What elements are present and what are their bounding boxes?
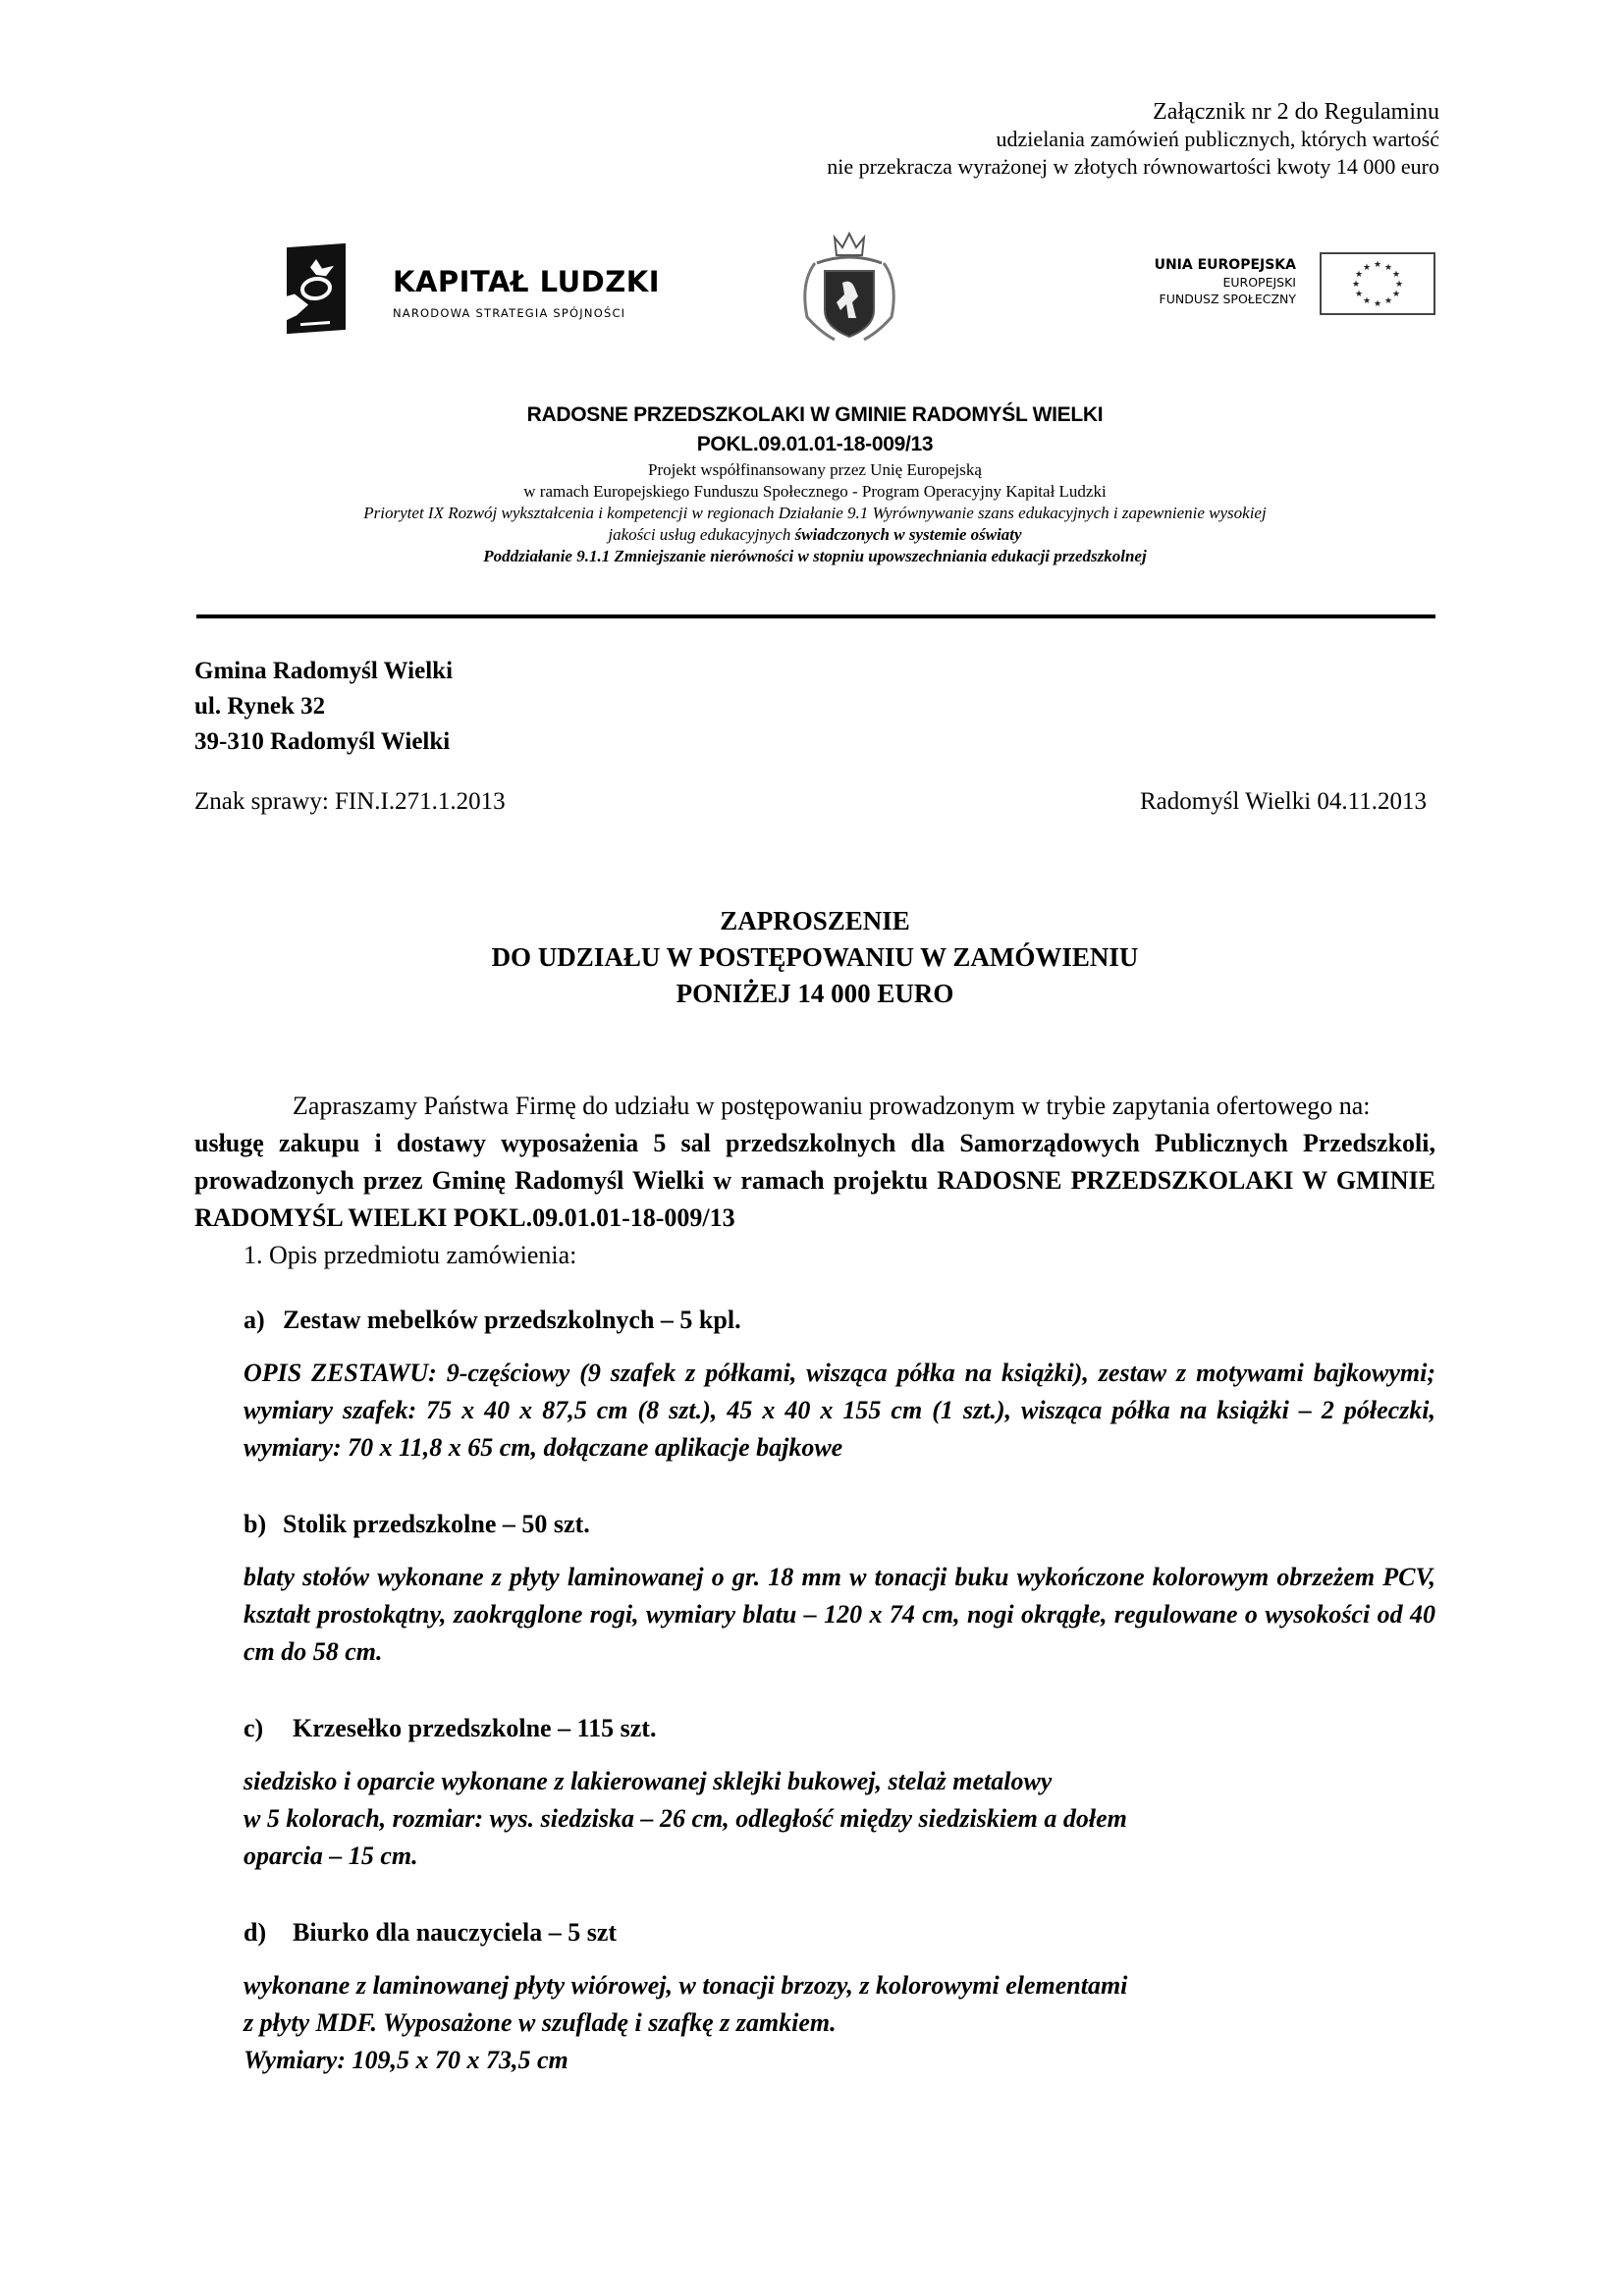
- case-reference: Znak sprawy: FIN.I.271.1.2013: [194, 788, 506, 815]
- priority-cont-bold: świadczonych w systemie oświaty: [794, 525, 1022, 544]
- item-d-desc-line: Wymiary: 109,5 x 70 x 73,5 cm: [243, 2046, 568, 2074]
- item-a-heading: [194, 1302, 1435, 1339]
- item-a-title: Zestaw mebelków przedszkolnych – 5 kpl.: [283, 1306, 741, 1334]
- svg-text:★: ★: [1354, 290, 1364, 299]
- svg-text:★: ★: [1362, 296, 1372, 306]
- kapital-ludzki-logo: [287, 236, 679, 334]
- attachment-note: [827, 98, 1439, 181]
- project-program: w ramach Europejskiego Funduszu Społecznego - Program Operacyjny Kapitał Ludzki: [523, 482, 1107, 501]
- svg-text:★: ★: [1391, 290, 1401, 299]
- eu-line-2: EUROPEJSKI: [1222, 275, 1296, 290]
- item-b-heading: [194, 1506, 1435, 1543]
- item-d-heading: [194, 1914, 1435, 1951]
- project-subaction: Poddziałanie 9.1.1 Zmniejszanie nierówności w stopniu upowszechniania edukacji przedszkolnej: [483, 547, 1147, 565]
- attachment-line-3: nie przekracza wyrażonej w złotych równowartości kwoty 14 000 euro: [827, 154, 1439, 179]
- project-header: [177, 400, 1453, 567]
- sender-city: 39-310 Radomyśl Wielki: [194, 728, 451, 755]
- sender-name: Gmina Radomyśl Wielki: [194, 658, 454, 684]
- title-line-1: ZAPROSZENIE: [720, 906, 910, 935]
- svg-text:★: ★: [1391, 270, 1401, 280]
- document-title: [177, 903, 1453, 1012]
- svg-text:★: ★: [1383, 263, 1393, 273]
- kapital-ludzki-title: KAPITAŁ LUDZKI: [393, 265, 661, 298]
- item-c-desc-line: w 5 kolorach, rozmiar: wys. siedziska – 26 cm, odległość między siedziskiem a dołem: [243, 1804, 1127, 1833]
- item-b-label: b): [243, 1510, 267, 1538]
- item-b-title: Stolik przedszkolne – 50 szt.: [283, 1510, 590, 1538]
- kapital-ludzki-emblem-icon: [287, 243, 346, 334]
- svg-text:★: ★: [1394, 280, 1404, 290]
- svg-text:★: ★: [1373, 299, 1382, 309]
- item-d-title: Biurko dla nauczyciela – 5 szt: [293, 1918, 618, 1947]
- svg-text:★: ★: [1354, 270, 1364, 280]
- svg-text:★: ★: [1383, 296, 1393, 306]
- svg-text:★: ★: [1362, 263, 1372, 273]
- header-divider: [196, 614, 1435, 618]
- item-a-desc: OPIS ZESTAWU: 9-częściowy (9 szafek z półkami, wisząca półka na książki), zestaw z motywami bajkowymi; wymiary szafek: 75 x 40 x 87,5 cm (8 szt.), 45 x 40 x 155 cm (1 szt.), wisząca półka na książki – 2 półeczki, wymiary: 70 x 11,8 x 65 cm, dołączane aplikacje bajkowe: [243, 1359, 1435, 1462]
- eu-efs-text: [1060, 257, 1296, 307]
- item-c-title: Krzesełko przedszkolne – 115 szt.: [293, 1714, 657, 1742]
- svg-text:★: ★: [1351, 280, 1361, 290]
- eu-flag-icon: [1320, 252, 1435, 315]
- document-body: [194, 1088, 1435, 2079]
- item-d-desc-line: wykonane z laminowanej płyty wiórowej, w tonacji brzozy, z kolorowymi elementami: [243, 1971, 1128, 2000]
- attachment-line-1: Załącznik nr 2 do Regulaminu: [1153, 99, 1439, 125]
- project-priority-cont: [177, 524, 1453, 546]
- coat-of-arms-icon: [795, 224, 903, 347]
- project-code: POKL.09.01.01-18-009/13: [696, 433, 934, 455]
- title-line-3: PONIŻEJ 14 000 EURO: [676, 979, 954, 1008]
- sender-street: ul. Rynek 32: [194, 693, 326, 720]
- item-d-label: d): [243, 1918, 267, 1947]
- kapital-ludzki-subtitle: NARODOWA STRATEGIA SPÓJNOŚCI: [393, 306, 626, 320]
- item-b-desc: blaty stołów wykonane z płyty laminowanej o gr. 18 mm w tonacji buku wykończone kolorowym obrzeżem PCV, kształt prostokątny, zaokrąglone rogi, wymiary blatu – 120 x 74 cm, nogi okrągłe, regulowane o wysokości od 40 cm do 58 cm.: [243, 1563, 1435, 1666]
- eu-line-3: FUNDUSZ SPOŁECZNY: [1159, 292, 1296, 306]
- priority-cont-plain: jakości usług edukacyjnych: [608, 525, 795, 544]
- svg-text:★: ★: [1373, 260, 1382, 270]
- item-c-desc-line: siedzisko i oparcie wykonane z lakierowanej sklejki bukowej, stelaż metalowy: [243, 1767, 1053, 1795]
- title-line-2: DO UDZIAŁU W POSTĘPOWANIU W ZAMÓWIENIU: [491, 942, 1139, 972]
- section-1-heading: 1. Opis przedmiotu zamówienia:: [243, 1241, 577, 1269]
- project-cofinanced: Projekt współfinansowany przez Unię Europejską: [648, 460, 982, 479]
- project-name: RADOSNE PRZEDSZKOLAKI W GMINIE RADOMYŚL WIELKI: [526, 403, 1104, 426]
- item-c-desc-line: oparcia – 15 cm.: [243, 1842, 418, 1870]
- item-a-label: a): [243, 1306, 265, 1334]
- item-d-desc-line: z płyty MDF. Wyposażone w szufladę i szafkę z zamkiem.: [243, 2008, 837, 2037]
- attachment-line-2: udzielania zamówień publicznych, których wartość: [996, 127, 1439, 151]
- item-c-heading: [194, 1710, 1435, 1747]
- item-c-desc: [194, 1763, 1435, 1875]
- project-priority: Priorytet IX Rozwój wykształcenia i kompetencji w regionach Działanie 9.1 Wyrównywanie szans edukacyjnych i zapewnienie wysokiej: [363, 504, 1267, 522]
- subject-paragraph: usługę zakupu i dostawy wyposażenia 5 sal przedszkolnych dla Samorządowych Publicznych Przedszkoli, prowadzonych przez Gminę Radomyśl Wielki w ramach projektu RADOSNE PRZEDSZKOLAKI W GMINIE RADOMYŚL WIELKI POKL.09.01.01-18-009/13: [194, 1129, 1435, 1232]
- intro-paragraph: Zapraszamy Państwa Firmę do udziału w postępowaniu prowadzonym w trybie zapytania ofertowego na:: [293, 1092, 1371, 1120]
- eu-line-1: UNIA EUROPEJSKA: [1154, 257, 1296, 273]
- item-c-label: c): [243, 1714, 264, 1742]
- item-d-desc: [194, 1967, 1435, 2079]
- sender-address: [194, 654, 453, 760]
- place-date: Radomyśl Wielki 04.11.2013: [1139, 788, 1427, 815]
